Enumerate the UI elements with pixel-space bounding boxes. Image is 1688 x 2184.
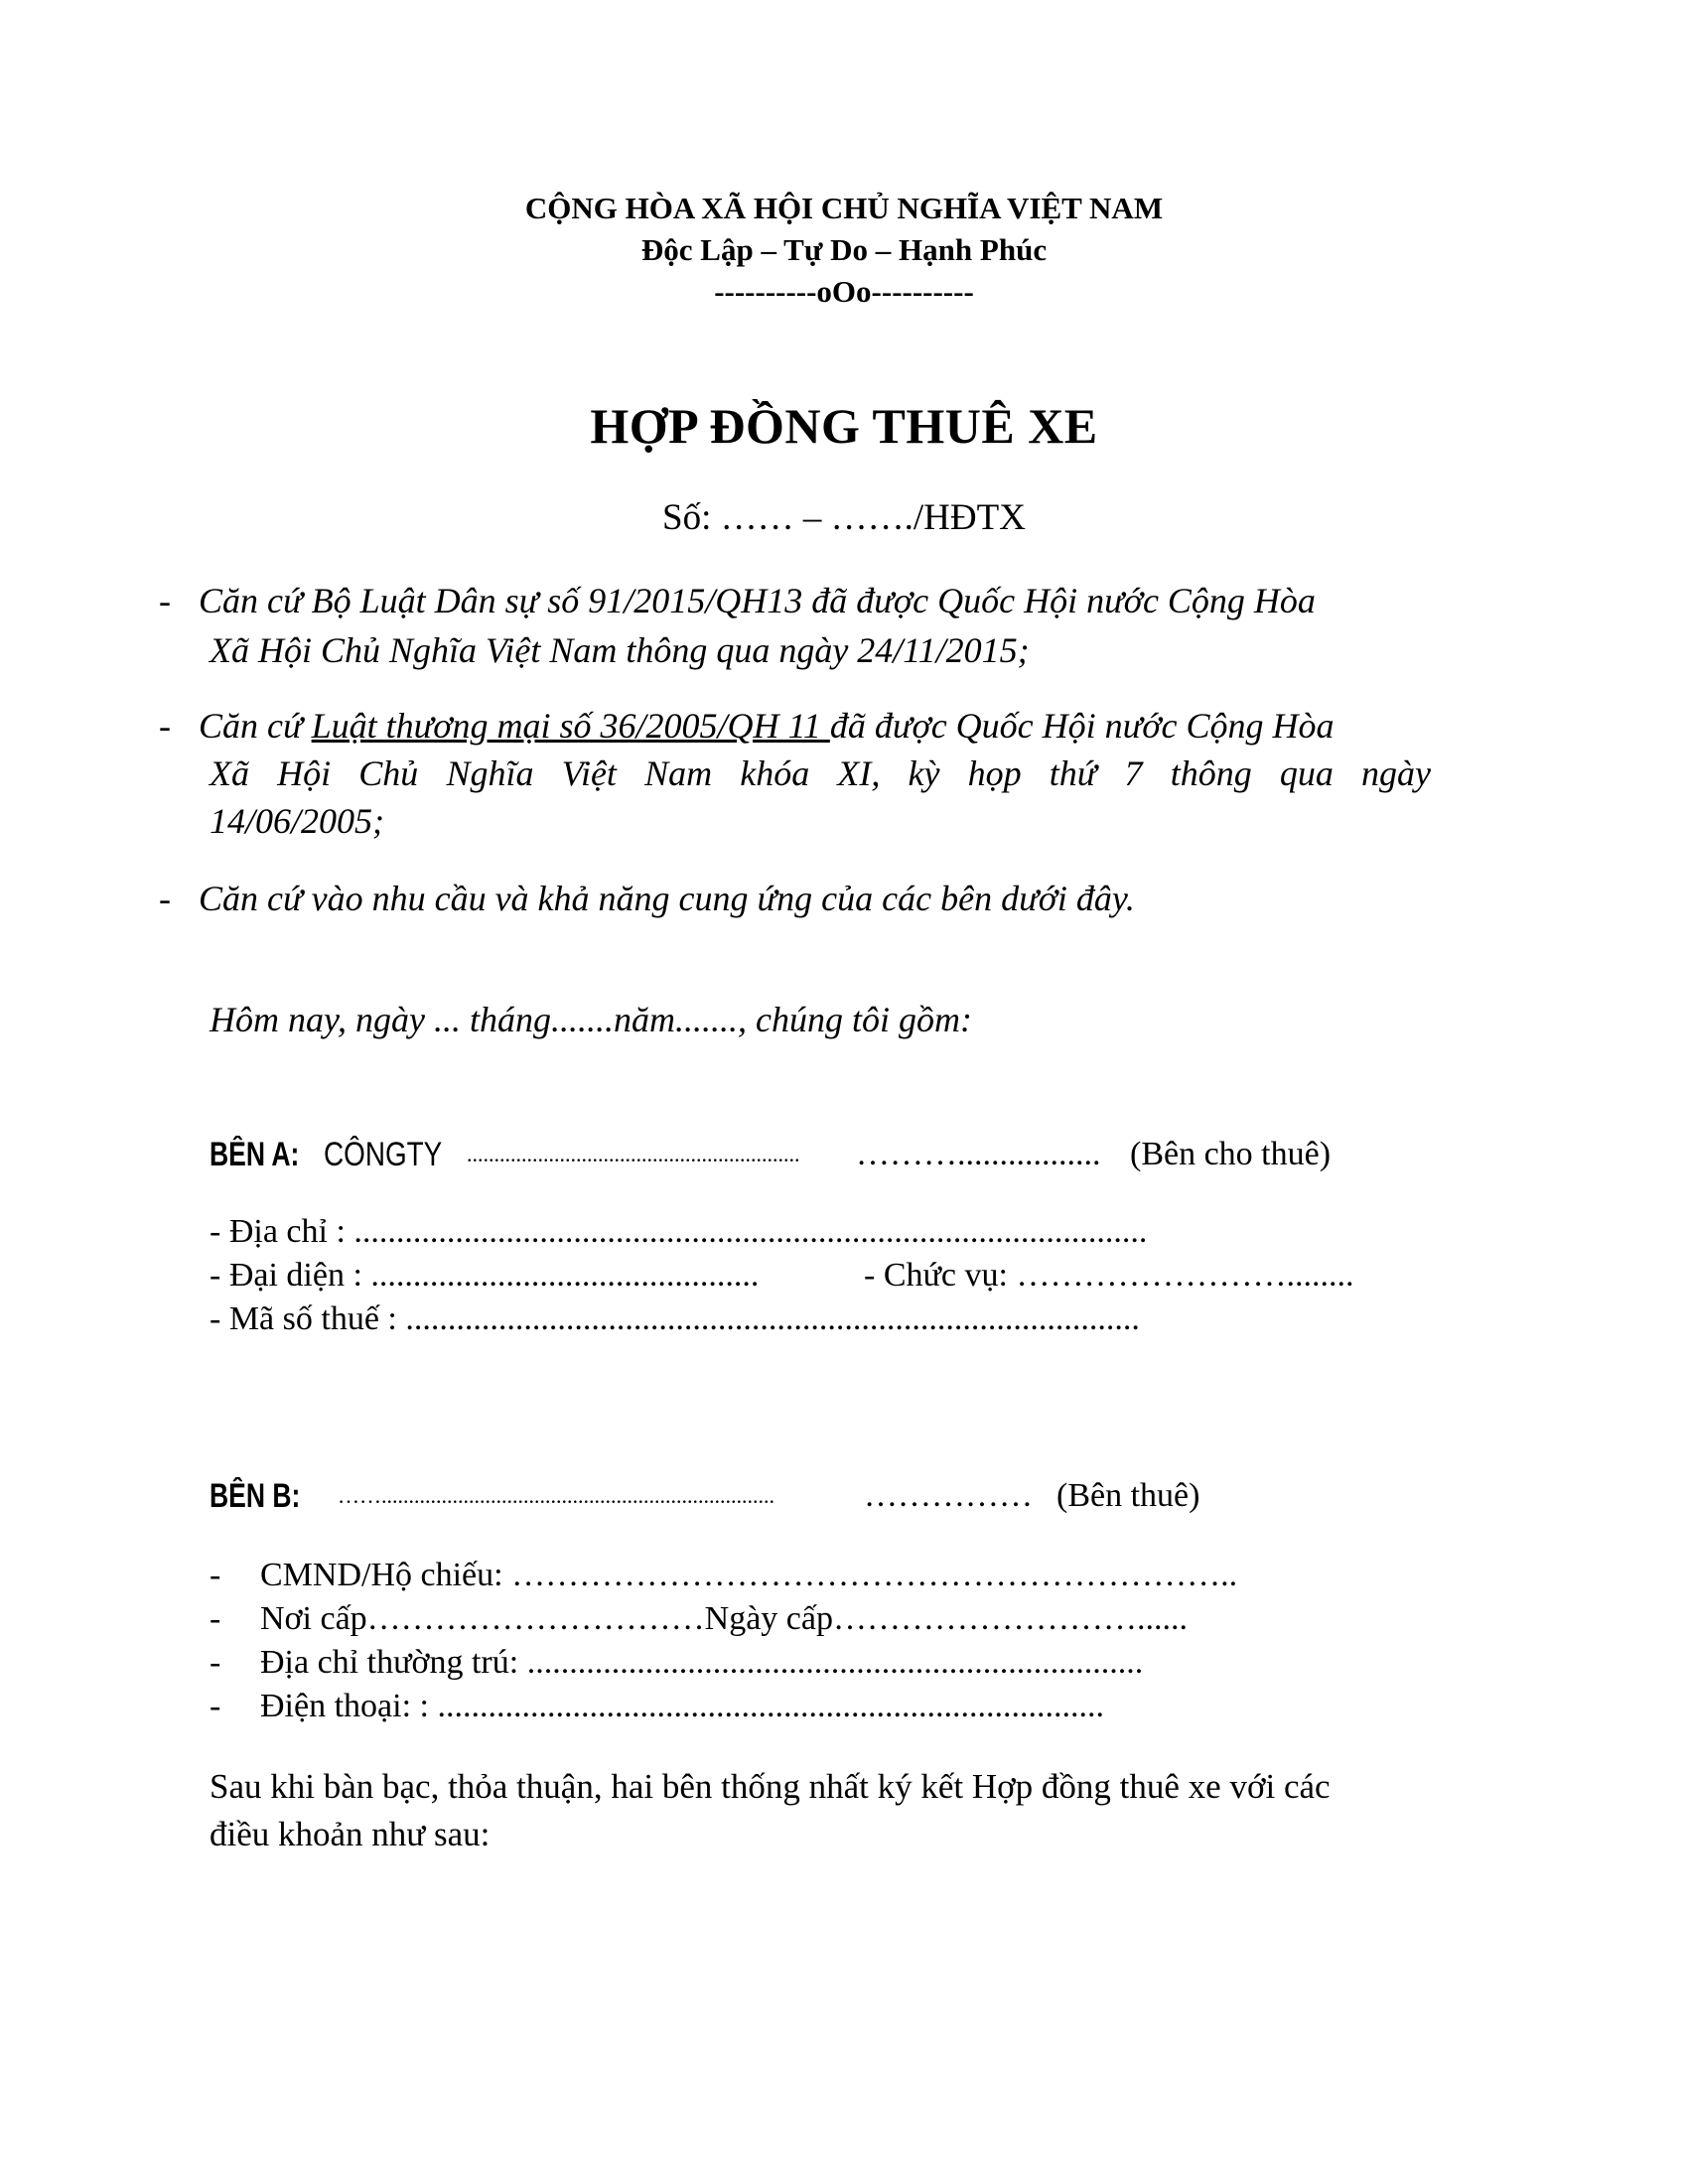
basis-item-1-line-1: Căn cứ Bộ Luật Dân sự số 91/2015/QH13 đã được Quốc Hội nước Cộng Hòa xyxy=(199,581,1316,620)
party-b-id-card: CMND/Hộ chiếu: ……………………………………………………….. xyxy=(260,1557,1238,1593)
party-a-label: BÊN A: xyxy=(210,1136,300,1173)
party-b-bullet-1: - xyxy=(210,1557,221,1593)
party-a-address: - Địa chỉ : .............................................................................................. xyxy=(210,1213,1148,1250)
party-a-tax-code: - Mã số thuế : ....................................................................................... xyxy=(210,1300,1140,1337)
party-a-representative: - Đại diện : .............................................. xyxy=(210,1257,760,1294)
basis-item-2-line-1 xyxy=(199,705,1334,747)
party-b-label: BÊN B: xyxy=(210,1477,301,1515)
party-a-company-dots: ............................................................. xyxy=(467,1142,800,1166)
header-separator: ----------oOo---------- xyxy=(714,274,974,309)
basis-bullet-2: - xyxy=(159,706,171,746)
closing-line-1: Sau khi bàn bạc, thỏa thuận, hai bên thống nhất ký kết Hợp đồng thuê xe với các xyxy=(210,1767,1331,1806)
party-b-bullet-2: - xyxy=(210,1600,221,1637)
basis-item-2-suffix: đã được Quốc Hội nước Cộng Hòa xyxy=(829,706,1335,746)
party-b-bullet-4: - xyxy=(210,1688,221,1724)
party-b-name-dots-2: …………… xyxy=(864,1477,1033,1514)
closing-line-2: điều khoản như sau: xyxy=(210,1815,491,1853)
commercial-law-link[interactable]: Luật thương mại số 36/2005/QH 11 xyxy=(311,706,830,746)
basis-item-3: Căn cứ vào nhu cầu và khả năng cung ứng của các bên dưới đây. xyxy=(199,879,1135,918)
party-b-name-dots: ……........................................................................ xyxy=(338,1483,774,1508)
national-title: CỘNG HÒA XÃ HỘI CHỦ NGHĨA VIỆT NAM xyxy=(524,191,1164,225)
basis-item-1-line-2: Xã Hội Chủ Nghĩa Việt Nam thông qua ngày 24/11/2015; xyxy=(210,630,1030,670)
party-b-bullet-3: - xyxy=(210,1644,221,1681)
party-a-position: - Chức vụ: ……………………........ xyxy=(864,1257,1354,1294)
basis-item-2-line-2-wrap xyxy=(210,752,1431,794)
party-a-company: CÔNGTY xyxy=(324,1136,443,1173)
basis-item-2-line-2: Xã Hội Chủ Nghĩa Việt Nam khóa XI, kỳ họp thứ 7 thông qua ngày xyxy=(210,753,1431,793)
basis-item-2-line-3: 14/06/2005; xyxy=(210,801,384,841)
basis-bullet-3: - xyxy=(159,879,171,918)
national-motto: Độc Lập – Tự Do – Hạnh Phúc xyxy=(640,232,1048,267)
basis-bullet-1: - xyxy=(159,581,171,620)
basis-item-2-prefix: Căn cứ xyxy=(199,706,312,746)
contract-title: HỢP ĐỒNG THUÊ XE xyxy=(590,398,1098,454)
party-b-address: Địa chỉ thường trú: ......................................................................... xyxy=(260,1644,1144,1681)
today-line: Hôm nay, ngày ... tháng.......năm......., chúng tôi gồm: xyxy=(210,1000,972,1039)
party-a-role: (Bên cho thuê) xyxy=(1130,1136,1332,1172)
party-b-role: (Bên thuê) xyxy=(1056,1477,1200,1514)
contract-number: Số: …… – ……./HĐTX xyxy=(662,497,1026,538)
party-b-phone: Điện thoại: : ............................................................................... xyxy=(260,1688,1104,1724)
party-a-company-dots-2: ………................. xyxy=(856,1136,1101,1172)
party-b-issue-place: Nơi cấp…………………………Ngày cấp………………………...... xyxy=(260,1600,1188,1637)
